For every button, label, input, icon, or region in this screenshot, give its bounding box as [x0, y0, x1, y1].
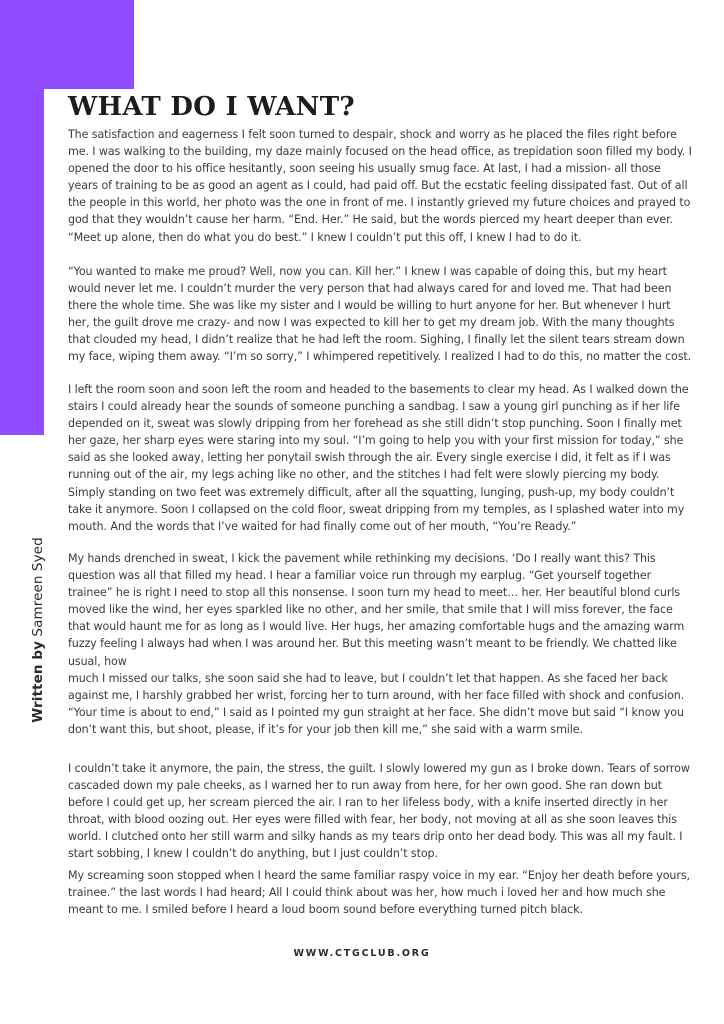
- paragraph-1: The satisfaction and eagerness I felt soon turned to despair, shock and worry as he placed the files right before me. I was walking to the building, my daze mainly focused on the head office, as trepidation soon filled my body. I opened the door to his office hesitantly, soon seeing his usually smug face. At last, I had a mission- all those years of training to be as good an agent as I could, had paid off. But the ecstatic feeling dissipated fast. Out of all the people in this world, her photo was the one in front of me. I instantly grieved my future choices and prayed to god that they wouldn’t cause her harm. “End. Her.” He said, but the words pierced my heart deeper than ever. “Meet up alone, then do what you do best.” I knew I couldn’t put this off, I knew I had to do it.: [68, 128, 692, 244]
- paragraph-5: much I missed our talks, she soon said she had to leave, but I couldn’t let that happen. As she faced her back against me, I harshly grabbed her wrist, forcing her to turn around, with her face filled with shock and confusion. “Your time is about to end,” I said as I pointed my gun straight at her face. She didn’t move but said “I know you don’t want this, but shoot, please, if it’s for your job then kill me,” she said with a warm smile.: [68, 672, 685, 737]
- byline-author: Samreen Syed: [30, 537, 46, 637]
- footer-website[interactable]: WWW.CTGCLUB.ORG: [293, 948, 431, 959]
- paragraph-3: I left the room soon and soon left the room and headed to the basements to clear my head. As I walked down the stairs I could already hear the sounds of someone punching a sandbag. I saw a young girl punching as if her life depended on it, sweat was slowly dripping from her forehead as she still didn’t stop punching. Soon I finally met her gaze, her sharp eyes were staring into my soul. “I’m going to help you with your first mission for today,” she said as she looked away, letting her ponytail swish through the air. Every single exercise I did, it felt as if I was running out of the air, my legs aching like no other, and the stitches I had felt were slowly piercing my body. Simply standing on two feet was extremely difficult, after all the squatting, lunging, push-up, my body couldn’t take it anymore. Soon I collapsed on the cold floor, sweat dripping from my temples, as I splashed water into my mouth. And the words that I’ve waited for had finally come out of her mouth, “You’re Ready.”: [68, 383, 689, 533]
- article-title: WHAT DO I WANT?: [68, 92, 355, 122]
- byline-prefix: Written by: [30, 640, 46, 723]
- paragraph-6: I couldn’t take it anymore, the pain, the stress, the guilt. I slowly lowered my gun as I broke down. Tears of sorrow cascaded down my pale cheeks, as I warned her to run away from here, for her own good. She ran down but before I could get up, her scream pierced the air. I ran to her lifeless body, with a knife inserted directly in her throat, with blood oozing out. Her eyes were filled with fear, her body, not moving at all as she soon leaves this world. I clutched onto her still warm and silky hands as my tears drip onto her dead body. This was all my fault. I start sobbing, I knew I couldn’t do anything, but I just couldn’t stop.: [68, 762, 690, 861]
- paragraph-4: My hands drenched in sweat, I kick the pavement while rethinking my decisions. ‘Do I really want this? This question was all that filled my head. I hear a familiar voice run through my earplug. “Get yourself together trainee” he is right I need to stop all this nonsense. I soon turn my head to meet… her. Her beautiful blond curls moved like the wind, her eyes sparkled like no other, and her smile, that smile that I will miss forever, the face that would haunt me for as long as I would live. Her hugs, her amazing comfortable hugs and the amazing warm fuzzy feeling I always had when I was around her. But this meeting wasn’t meant to be friendly. We chatted like usual, how: [68, 552, 685, 668]
- byline: [30, 537, 46, 723]
- paragraph-2: “You wanted to make me proud? Well, now you can. Kill her.” I knew I was capable of doing this, but my heart would never let me. I couldn’t murder the very person that had always cared for and loved me. That had been there the whole time. She was like my sister and I would be willing to hurt anyone for her. But whenever I hurt her, the guilt drove me crazy- and now I was expected to kill her to get my dream job. With the many thoughts that clouded my head, I didn’t realize that he had left the room. Sighing, I finally let the silent tears stream down my face, wiping them away. “I’m so sorry,” I whimpered repetitively. I realized I had to do this, no matter the cost.: [68, 265, 692, 364]
- paragraph-7: My screaming soon stopped when I heard the same familiar raspy voice in my ear. “Enjoy her death before yours, trainee.” the last words I had heard; All I could think about was her, how much i loved her and how much she meant to me. I smiled before I heard a loud boom sound before everything turned pitch black.: [68, 869, 690, 917]
